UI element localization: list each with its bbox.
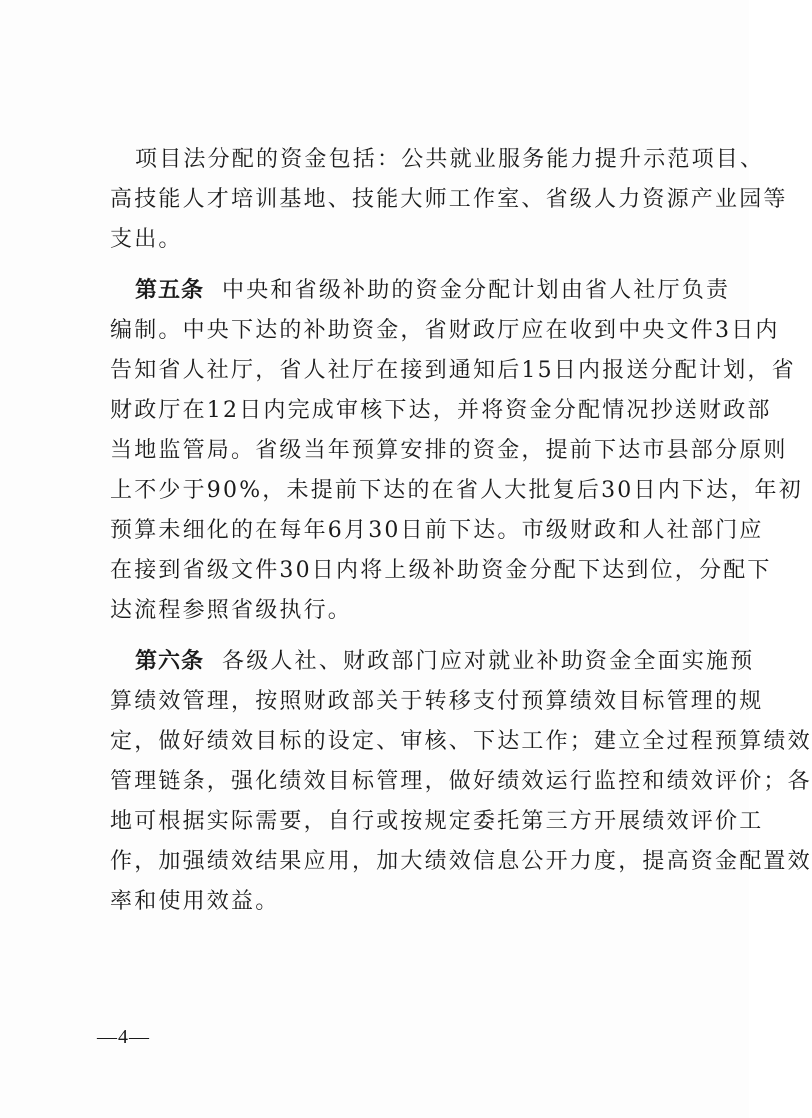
paragraph-line: 项目法分配的资金包括：公共就业服务能力提升示范项目、 (135, 147, 765, 172)
paragraph-line: 各级人社、财政部门应对就业补助资金全面实施预 (222, 649, 755, 674)
paragraph-first-line (110, 642, 755, 682)
paragraph-line: 地可根据实际需要，自行或按规定委托第三方开展绩效评价工 (110, 809, 764, 834)
paragraph-line: 定，做好绩效目标的设定、审核、下达工作；建立全过程预算绩效 (110, 729, 812, 754)
article-heading: 第五条 (135, 278, 205, 303)
paragraph-first-line (110, 271, 731, 311)
paragraph-line: 达流程参照省级执行。 (110, 598, 353, 623)
paragraph-line: 作，加强绩效结果应用，加大绩效信息公开力度，提高资金配置效 (110, 849, 812, 874)
paragraph (110, 642, 812, 922)
paragraph-line: 预算未细化的在每年6月30日前下达。市级财政和人社部门应 (110, 518, 764, 543)
document-body (110, 140, 812, 922)
paragraph-line: 在接到省级文件30日内将上级补助资金分配下达到位，分配下 (110, 558, 772, 583)
paragraph-line: 当地监管局。省级当年预算安排的资金，提前下达市县部分原则 (110, 438, 788, 463)
paragraph-line: 上不少于90%，未提前下达的在省人大批复后30日内下达，年初 (110, 478, 803, 503)
paragraph (110, 271, 803, 631)
paragraph-line: 高技能人才培训基地、技能大师工作室、省级人力资源产业园等 (110, 187, 788, 212)
paragraph-line: 算绩效管理，按照财政部关于转移支付预算绩效目标管理的规 (110, 689, 764, 714)
paragraph (110, 140, 788, 260)
page-number: —4— (97, 1026, 150, 1048)
paragraph-line: 告知省人社厅，省人社厅在接到通知后15日内报送分配计划，省 (110, 358, 796, 383)
paragraph-line: 财政厅在12日内完成审核下达，并将资金分配情况抄送财政部 (110, 398, 772, 423)
paragraph-line: 管理链条，强化绩效目标管理，做好绩效运行监控和绩效评价；各 (110, 769, 812, 794)
paragraph-line: 编制。中央下达的补助资金，省财政厅应在收到中央文件3日内 (110, 318, 780, 343)
paragraph-line: 中央和省级补助的资金分配计划由省人社厅负责 (222, 278, 731, 303)
paragraph-line: 支出。 (110, 227, 183, 252)
paragraph-line: 率和使用效益。 (110, 889, 280, 914)
article-heading: 第六条 (135, 649, 205, 674)
